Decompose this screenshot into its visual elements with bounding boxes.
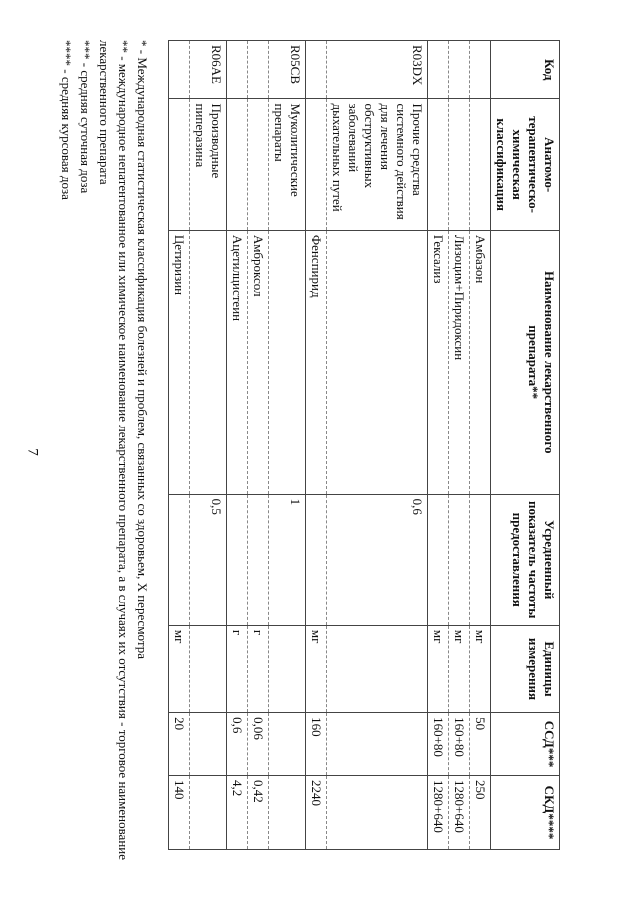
- table-row: [190, 41, 227, 850]
- header-skd: СКД****: [491, 776, 560, 850]
- cell-ssd: [327, 713, 428, 776]
- cell-drug: Лизоцим+Пиридоксин: [449, 230, 470, 494]
- footnotes: [57, 40, 152, 860]
- cell-atc: [227, 99, 248, 230]
- cell-ssd: 160+80: [428, 713, 449, 776]
- cell-units: г: [227, 625, 248, 712]
- footnote: ** - международное непатентованное или химическое наименование лекарственного препарата, а в случаях их отсутствия - торговое наименование лекарственного препарата: [97, 40, 131, 861]
- table-header-row: [491, 41, 560, 850]
- header-frequency: Усредненный показатель частоты предоставления: [491, 494, 560, 625]
- cell-frequency: [227, 494, 248, 625]
- cell-code: [449, 41, 470, 99]
- cell-units: мг: [428, 625, 449, 712]
- cell-ssd: 0,06: [248, 713, 269, 776]
- table-row: [449, 41, 470, 850]
- cell-skd: 0,42: [248, 776, 269, 850]
- cell-units: мг: [470, 625, 491, 712]
- cell-atc: Муколитические препараты: [269, 99, 306, 230]
- cell-code: [248, 41, 269, 99]
- page-number: 7: [24, 448, 41, 456]
- cell-frequency: [248, 494, 269, 625]
- cell-units: [327, 625, 428, 712]
- cell-drug: Амброксол: [248, 230, 269, 494]
- cell-drug: Ацетилцистеин: [227, 230, 248, 494]
- cell-drug: Цетиризин: [169, 230, 190, 494]
- cell-frequency: [428, 494, 449, 625]
- table-row: [269, 41, 306, 850]
- cell-skd: 140: [169, 776, 190, 850]
- cell-drug: [327, 230, 428, 494]
- cell-atc: [306, 99, 327, 230]
- cell-ssd: 20: [169, 713, 190, 776]
- table-row: [248, 41, 269, 850]
- cell-ssd: 50: [470, 713, 491, 776]
- header-units: Единицы измерения: [491, 625, 560, 712]
- cell-skd: 2240: [306, 776, 327, 850]
- header-ssd: ССД***: [491, 713, 560, 776]
- cell-frequency: [169, 494, 190, 625]
- table-row: [306, 41, 327, 850]
- footnote: **** - средняя курсовая доза: [59, 40, 74, 200]
- cell-skd: 250: [470, 776, 491, 850]
- cell-atc: Прочие средства системного действия для лечения обструктивных заболеваний дыхательных путей: [327, 99, 428, 230]
- cell-code: R05CB: [269, 41, 306, 99]
- cell-units: мг: [306, 625, 327, 712]
- header-code: Код: [491, 41, 560, 99]
- cell-skd: [190, 776, 227, 850]
- cell-skd: [269, 776, 306, 850]
- drug-table: [168, 40, 560, 850]
- cell-units: мг: [449, 625, 470, 712]
- cell-ssd: 160+80: [449, 713, 470, 776]
- cell-code: [306, 41, 327, 99]
- cell-skd: 1280+640: [428, 776, 449, 850]
- cell-code: R06AE: [190, 41, 227, 99]
- cell-code: [169, 41, 190, 99]
- cell-drug: Фенспирид: [306, 230, 327, 494]
- table-row: [428, 41, 449, 850]
- cell-frequency: 1: [269, 494, 306, 625]
- cell-units: [190, 625, 227, 712]
- cell-frequency: [470, 494, 491, 625]
- cell-drug: [269, 230, 306, 494]
- table-row: [470, 41, 491, 850]
- cell-code: R03DX: [327, 41, 428, 99]
- cell-code: [470, 41, 491, 99]
- cell-skd: 1280+640: [449, 776, 470, 850]
- cell-frequency: [449, 494, 470, 625]
- cell-ssd: [190, 713, 227, 776]
- table-row: [327, 41, 428, 850]
- cell-atc: [470, 99, 491, 230]
- cell-frequency: 0,6: [327, 494, 428, 625]
- table-row: [227, 41, 248, 850]
- cell-atc: [169, 99, 190, 230]
- cell-atc: [449, 99, 470, 230]
- cell-drug: Амбазон: [470, 230, 491, 494]
- footnote: *** - средняя суточная доза: [78, 40, 93, 194]
- cell-drug: [190, 230, 227, 494]
- cell-drug: Гексализ: [428, 230, 449, 494]
- cell-atc: [428, 99, 449, 230]
- cell-ssd: 0,6: [227, 713, 248, 776]
- cell-units: [269, 625, 306, 712]
- cell-code: [428, 41, 449, 99]
- cell-units: мг: [169, 625, 190, 712]
- cell-units: г: [248, 625, 269, 712]
- cell-skd: 4,2: [227, 776, 248, 850]
- cell-frequency: 0,5: [190, 494, 227, 625]
- rotated-content: [60, 40, 560, 870]
- header-atc: Анатомо-терапевтическо-химическая классификация: [491, 99, 560, 230]
- cell-ssd: [269, 713, 306, 776]
- cell-code: [227, 41, 248, 99]
- footnote: * - Международная статистическая классификация болезней и проблем, связанных со здоровьем, X пересмотра: [135, 40, 150, 659]
- cell-atc: [248, 99, 269, 230]
- table-row: [169, 41, 190, 850]
- header-drug: Наименование лекарственного препарата**: [491, 230, 560, 494]
- cell-ssd: 160: [306, 713, 327, 776]
- cell-frequency: [306, 494, 327, 625]
- cell-skd: [327, 776, 428, 850]
- cell-atc: Производные пиперазина: [190, 99, 227, 230]
